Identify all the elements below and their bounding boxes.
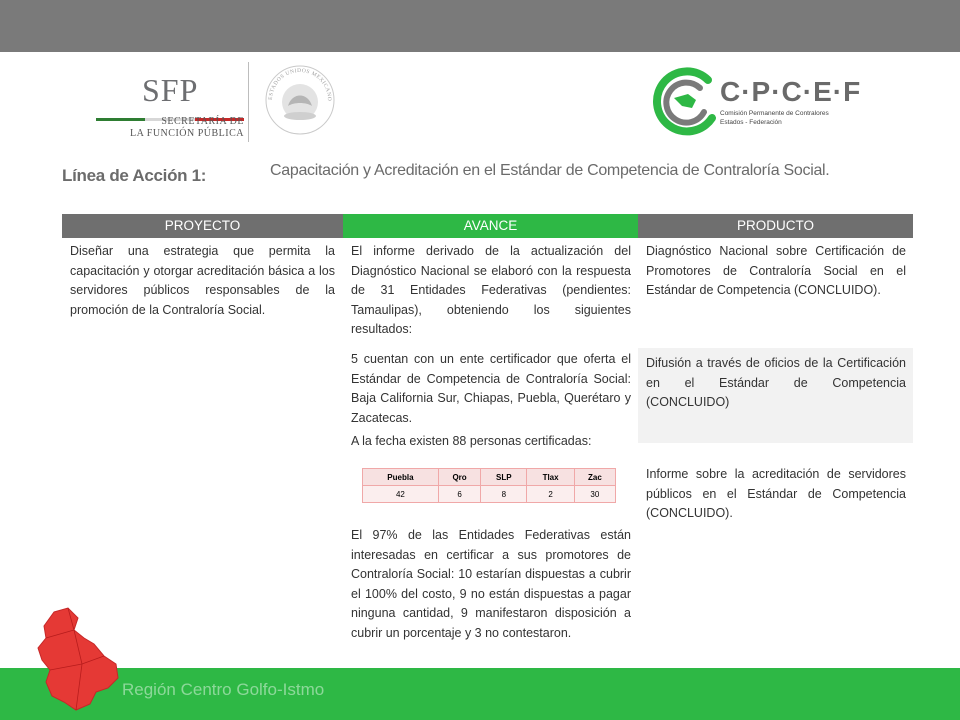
header-proyecto: PROYECTO: [62, 214, 343, 238]
sfp-subtitle-1: SECRETARÍA DE: [161, 116, 244, 127]
producto-text-1: Diagnóstico Nacional sobre Certificación de Promotores de Contraloría Social en el Estándar de Competencia (CONCLUIDO).: [646, 244, 906, 297]
cert-value: 2: [527, 486, 574, 503]
cert-header: SLP: [481, 469, 527, 486]
cert-header: Qro: [438, 469, 480, 486]
sfp-flag-rule: [96, 108, 244, 111]
region-label: Región Centro Golfo-Istmo: [122, 680, 325, 699]
producto-text-2: Difusión a través de oficios de la Certificación en el Estándar de Competencia (CONCLUIDO): [646, 356, 906, 409]
avance-text-1: El informe derivado de la actualización del Diagnóstico Nacional se elaboró con la respuesta de 31 Entidades Federativas (pendientes: Tamaulipas), obteniendo los siguientes resultados:: [351, 244, 631, 336]
cert-value: 6: [438, 486, 480, 503]
avance-text-2: 5 cuentan con un ente certificador que oferta el Estándar de Competencia de Contraloría Social: Baja California Sur, Chiapas, Puebla, Querétaro y Zacatecas.: [351, 352, 631, 425]
linea-label: Línea de Acción 1:: [62, 166, 207, 185]
avance-text-4: El 97% de las Entidades Federativas están interesadas en certificar a sus promotores de Contraloría Social: 10 estarían dispuestas a cubrir el 100% del costo, 9 no están dispuestas a pagar ninguna cantidad, 9 manifestaron disposición a cubrir un porcentaje y 3 no contestaron.: [351, 528, 631, 640]
cert-header: Puebla: [363, 469, 439, 486]
sfp-title: SFP: [142, 72, 199, 108]
top-bar: [0, 0, 960, 52]
cpcef-emblem: [652, 66, 722, 140]
producto-text-3: Informe sobre la acreditación de servidores públicos en el Estándar de Competencia (CONCLUIDO).: [646, 467, 906, 520]
logo-divider: [248, 62, 249, 142]
cert-header: Zac: [574, 469, 615, 486]
cpcef-subtitle-2: Estados - Federación: [720, 119, 782, 126]
sfp-subtitle-2: LA FUNCIÓN PÚBLICA: [129, 128, 244, 139]
linea-text: Capacitación y Acreditación en el Estándar de Competencia de Contraloría Social.: [270, 162, 830, 179]
cert-value: 30: [574, 486, 615, 503]
region-map-icon: [34, 604, 124, 714]
cert-header: Tlax: [527, 469, 574, 486]
cert-value: 42: [363, 486, 439, 503]
seal-text: ESTADOS UNIDOS MEXICANO: [267, 67, 333, 102]
cpcef-logo: [652, 66, 862, 140]
sfp-logo: [96, 72, 244, 142]
certificados-table: [362, 468, 616, 503]
header-producto: PRODUCTO: [638, 214, 913, 238]
header-avance: AVANCE: [343, 214, 638, 238]
cert-value: 8: [481, 486, 527, 503]
cpcef-subtitle-1: Comisión Permanente de Contralores: [720, 110, 829, 117]
proyecto-text: Diseñar una estrategia que permita la capacitación y otorgar acreditación básica a los servidores públicos responsables de la promoción de la Contraloría Social.: [70, 244, 335, 317]
mexico-seal-logo: [260, 58, 340, 138]
cpcef-name: C·P·C·E·F: [720, 76, 862, 107]
avance-text-3: A la fecha existen 88 personas certificadas:: [351, 434, 592, 448]
